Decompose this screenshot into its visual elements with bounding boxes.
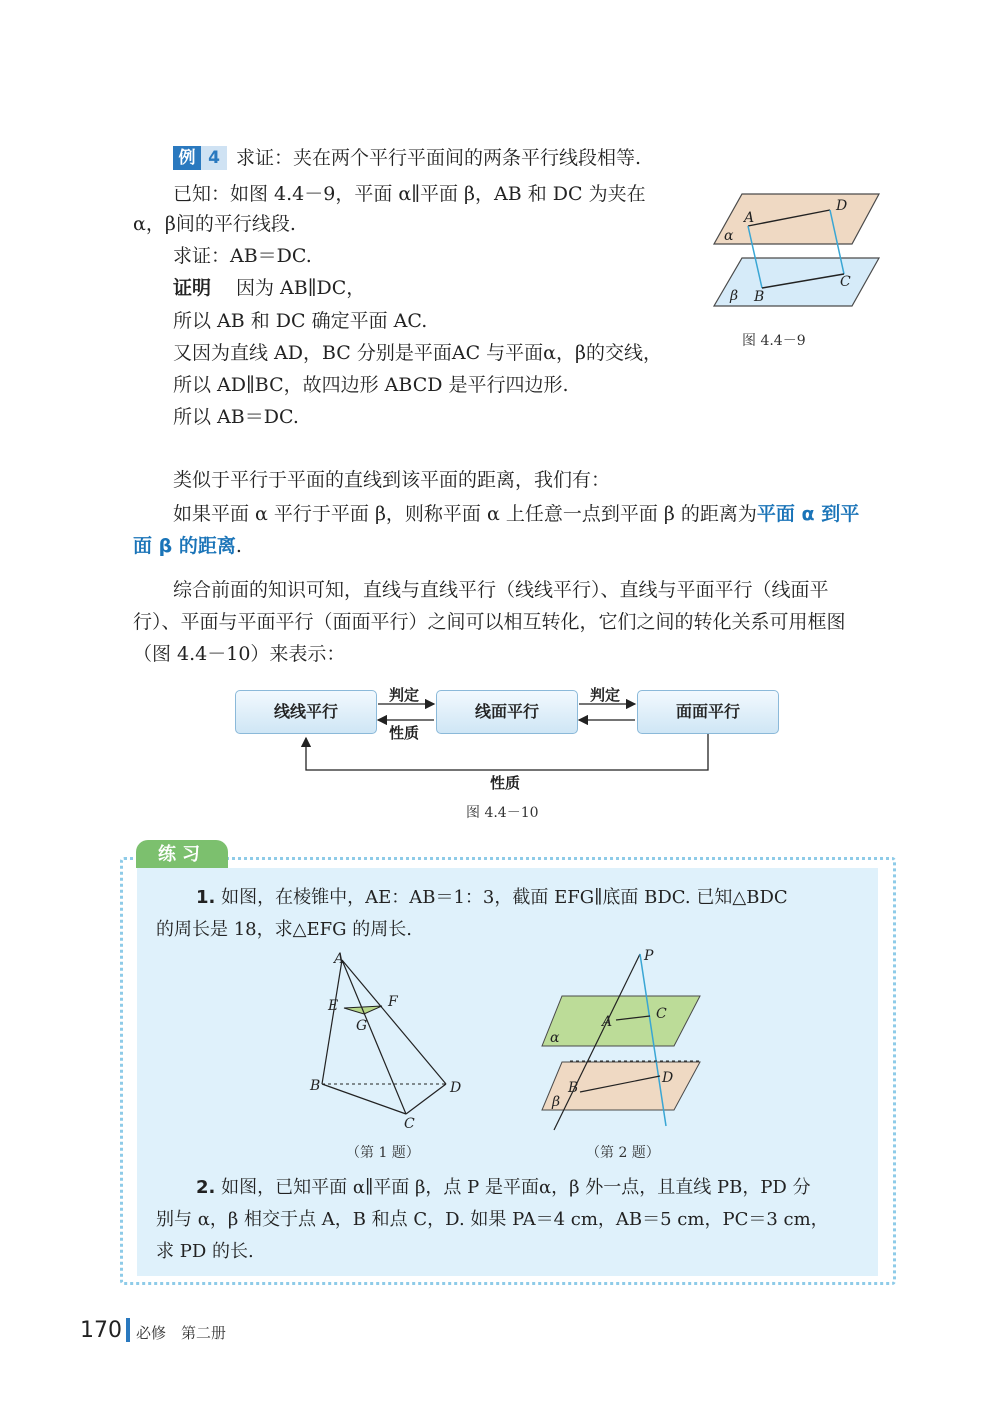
- q1-label-g: G: [356, 1018, 368, 1034]
- proof-line-2: 所以 AB 和 DC 确定平面 AC.: [173, 310, 428, 332]
- q1-label-c: C: [404, 1116, 415, 1132]
- book-title: 必修 第二册: [136, 1324, 227, 1342]
- q2-label-c: C: [656, 1006, 667, 1022]
- label-beta: β: [730, 288, 739, 304]
- arrow-bottom-prop: [306, 734, 708, 770]
- q2-label-p: P: [644, 948, 654, 964]
- example-tag: [173, 146, 227, 170]
- page-number: 170: [80, 1318, 122, 1343]
- proof-line-4: 所以 AD∥BC，故四边形 ABCD 是平行四边形.: [173, 374, 569, 396]
- definition-text: 如果平面 α 平行于平面 β，则称平面 α 上任意一点到平面 β 的距离为: [173, 503, 757, 525]
- definition-line-1: [173, 500, 859, 528]
- label-c: C: [840, 274, 851, 290]
- practice-tab: 练习: [136, 840, 228, 868]
- q2-number: 2.: [196, 1177, 216, 1198]
- q2-line-3: 求 PD 的长.: [156, 1241, 254, 1262]
- definition-intro: 类似于平行于平面的直线到该平面的距离，我们有：: [173, 469, 611, 491]
- box-plane-plane: 面面平行: [637, 690, 779, 734]
- label-prop-1: 性质: [389, 724, 420, 742]
- label-d: D: [836, 198, 848, 214]
- q2-line-1: [196, 1174, 811, 1202]
- summary-line-3: （图 4.4－10）来表示：: [133, 643, 346, 665]
- q1-label-b: B: [310, 1078, 321, 1094]
- q1-label-a: A: [334, 951, 345, 967]
- label-a: A: [744, 210, 755, 226]
- label-bottom-prop: 性质: [490, 774, 521, 792]
- example-given-line: 已知：如图 4.4－9，平面 α∥平面 β，AB 和 DC 为夹在: [173, 183, 646, 205]
- figure-q1-pyramid: [306, 950, 476, 1130]
- definition-line-2: [133, 532, 242, 560]
- label-b: B: [754, 289, 765, 305]
- example-tag-number: 4: [201, 146, 227, 170]
- definition-term-2: 面 β 的距离: [133, 535, 236, 557]
- plane-alpha: [714, 194, 879, 244]
- proof-line-5: 所以 AB＝DC.: [173, 406, 299, 428]
- definition-term: 平面 α 到平: [756, 503, 860, 525]
- label-judge-1: 判定: [389, 686, 420, 704]
- figure-q2-planes: [540, 946, 710, 1136]
- box-line-plane: 线面平行: [436, 690, 578, 734]
- q1-label-f: F: [388, 994, 398, 1010]
- figure-4-4-9: [712, 188, 912, 318]
- q2-plane-beta: [542, 1062, 700, 1110]
- summary-line-2: 行）、平面与平面平行（面面平行）之间可以相互转化，它们之间的转化关系可用框图: [133, 611, 846, 633]
- example-prove-line: 求证：AB＝DC.: [173, 245, 312, 267]
- definition-end: .: [235, 535, 242, 557]
- proof-line-1: 因为 AB∥DC，: [236, 277, 366, 299]
- label-alpha: α: [724, 228, 734, 244]
- q1-label-d: D: [450, 1080, 462, 1096]
- q1-line-1: [196, 884, 788, 912]
- q2-label-d: D: [662, 1070, 674, 1086]
- proof-line-3: 又因为直线 AD，BC 分别是平面AC 与平面α，β的交线，: [173, 342, 663, 364]
- q2-line-2: 别与 α，β 相交于点 A，B 和点 C，D. 如果 PA＝4 cm，AB＝5 cm，PC＝3 cm，: [156, 1209, 829, 1230]
- example-given-line-2: α，β间的平行线段.: [133, 213, 296, 235]
- summary-line-1: 综合前面的知识可知，直线与直线平行（线线平行）、直线与平面平行（线面平: [173, 579, 829, 601]
- label-judge-2: 判定: [590, 686, 621, 704]
- example-tag-label: 例: [173, 146, 201, 170]
- flow-arrows: [230, 690, 790, 780]
- q2-plane-alpha: [542, 996, 700, 1046]
- q2-text: 如图，已知平面 α∥平面 β，点 P 是平面α，β 外一点，且直线 PB，PD 分: [221, 1177, 811, 1198]
- q1-number: 1.: [196, 887, 216, 908]
- q1-label-e: E: [328, 998, 339, 1014]
- footer-divider: [126, 1318, 130, 1342]
- q2-label-alpha: α: [550, 1030, 560, 1046]
- q1-text: 如图，在棱锥中，AE：AB＝1：3，截面 EFG∥底面 BDC. 已知△BDC: [221, 887, 788, 908]
- figure-4-4-9-caption: 图 4.4－9: [742, 333, 806, 349]
- proof-label: 证明: [173, 277, 212, 299]
- q1-caption: （第 1 题）: [346, 1145, 420, 1161]
- q2-label-b: B: [568, 1080, 579, 1096]
- q2-label-a: A: [602, 1014, 613, 1030]
- q2-caption: （第 2 题）: [586, 1145, 660, 1161]
- figure-4-4-10-caption: 图 4.4－10: [466, 805, 539, 821]
- q2-label-beta: β: [552, 1094, 561, 1110]
- q1-line-2: 的周长是 18，求△EFG 的周长.: [156, 919, 412, 940]
- box-line-line: 线线平行: [235, 690, 377, 734]
- example-title: 求证：夹在两个平行平面间的两条平行线段相等.: [236, 147, 642, 169]
